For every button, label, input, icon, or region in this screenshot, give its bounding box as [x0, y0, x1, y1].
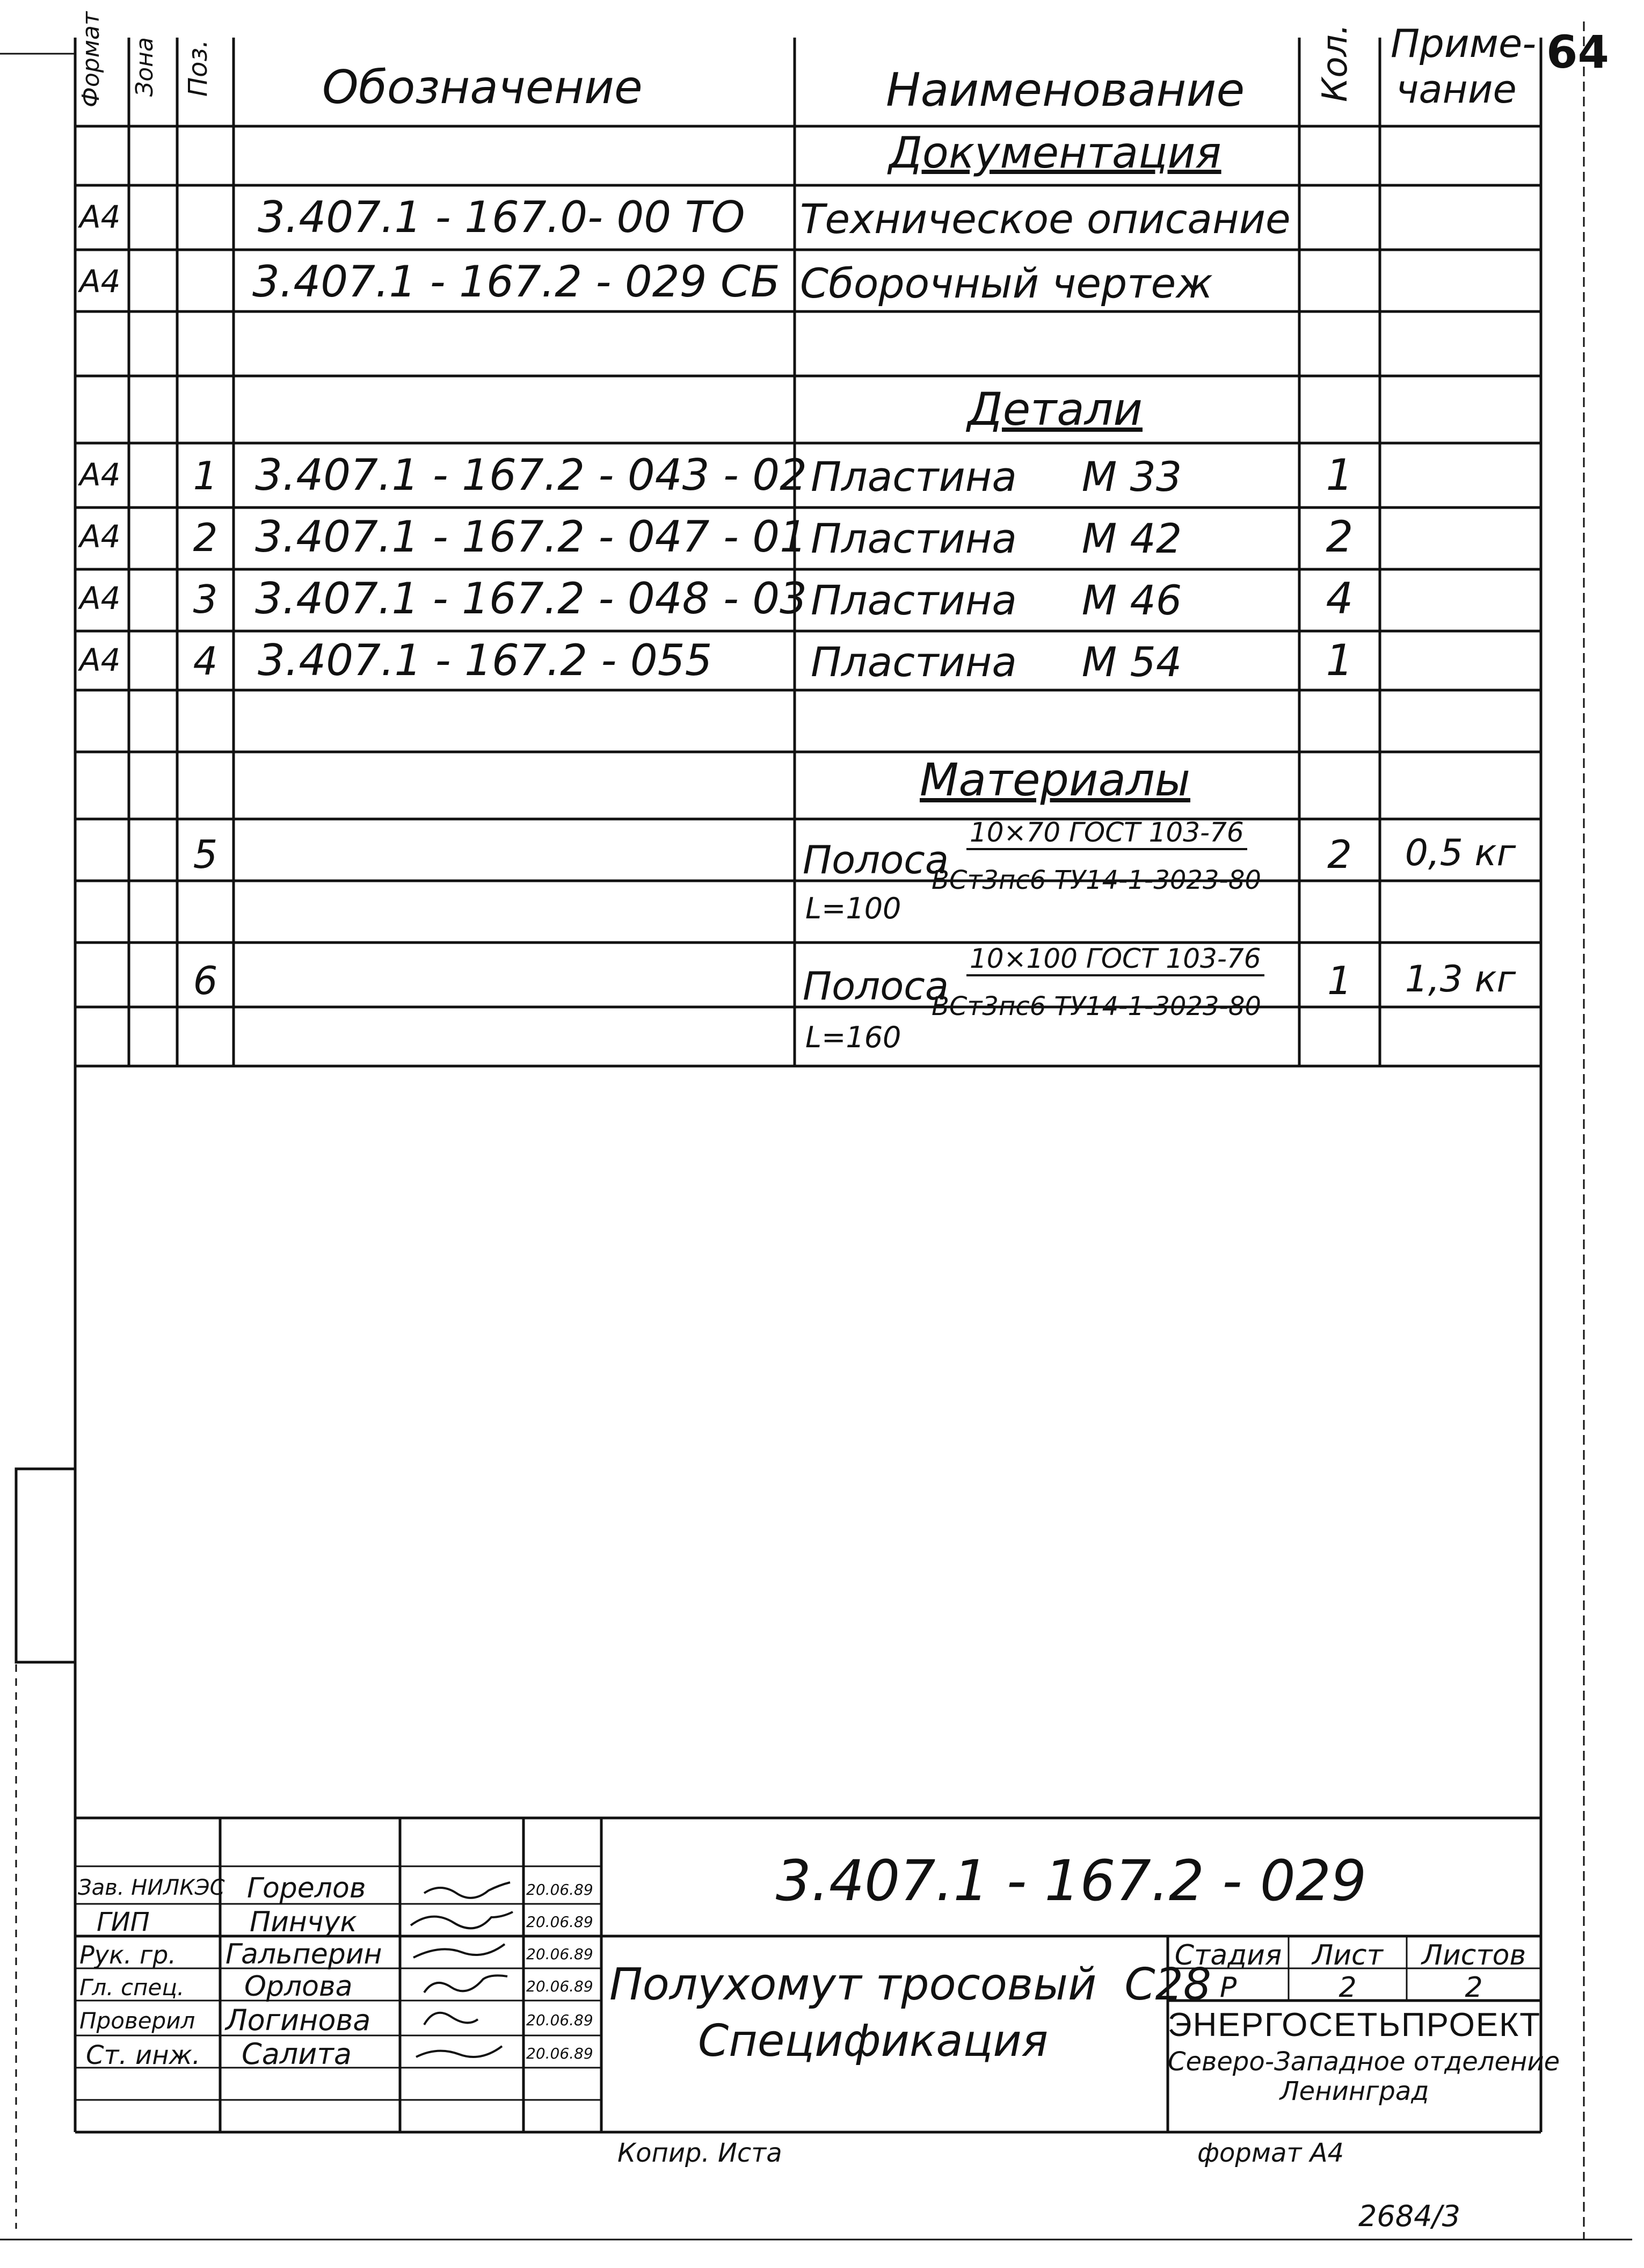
- signer-date: 20.06.89: [526, 2045, 593, 2062]
- signature-4: [424, 1975, 507, 1992]
- part-pos: 3: [193, 577, 218, 622]
- part-format: А4: [79, 457, 121, 493]
- signer-role: Рук. гр.: [79, 1940, 176, 1969]
- material-length: L=100: [805, 892, 901, 925]
- section-documentation: Документация: [889, 128, 1221, 178]
- material-fraction-bottom: ВСт3пс6 ТУ14-1-3023-80: [932, 865, 1261, 895]
- footer-archive-no: 2684/3: [1358, 2199, 1460, 2233]
- signature-3: [413, 1944, 505, 1958]
- signer-role: Зав. НИЛКЭС: [78, 1875, 225, 1900]
- material-length: L=160: [805, 1020, 901, 1054]
- header-pos: Поз.: [183, 39, 213, 97]
- header-qty: Кол.: [1315, 24, 1355, 102]
- signature-1: [424, 1882, 510, 1898]
- part-designation: 3.407.1 - 167.2 - 055: [258, 635, 712, 685]
- part-format: А4: [79, 518, 121, 555]
- doc-number: 3.407.1 - 167.2 - 029: [775, 1848, 1367, 1914]
- org-branch: Северо-Западное отделение: [1168, 2047, 1560, 2077]
- part-designation: 3.407.1 - 167.2 - 048 - 03: [255, 574, 808, 624]
- footer-format: формат А4: [1197, 2138, 1344, 2168]
- sheets-label: Листов: [1421, 1939, 1526, 1972]
- header-note-line2: чание: [1396, 67, 1517, 112]
- doc-designation: 3.407.1 - 167.2 - 029 СБ: [252, 257, 780, 307]
- material-fraction-top: 10×100 ГОСТ 103-76: [966, 945, 1264, 976]
- material-qty: 1: [1327, 958, 1352, 1003]
- stage-label: Стадия: [1174, 1939, 1282, 1972]
- section-parts: Детали: [968, 383, 1143, 436]
- material-name: Полоса: [803, 963, 949, 1009]
- part-format: А4: [79, 642, 121, 678]
- signer-name: Логинова: [225, 2003, 371, 2037]
- signer-date: 20.06.89: [526, 2011, 593, 2029]
- part-qty: 1: [1326, 450, 1354, 500]
- header-note-line1: Приме-: [1391, 21, 1537, 66]
- signature-5: [424, 2013, 478, 2025]
- org-city: Ленинград: [1279, 2076, 1429, 2106]
- signer-role: Ст. инж.: [86, 2040, 201, 2070]
- signatures: [411, 1882, 513, 2057]
- part-designation: 3.407.1 - 167.2 - 043 - 02: [255, 450, 808, 500]
- material-pos: 5: [193, 832, 218, 877]
- signer-name: Пинчук: [250, 1906, 357, 1938]
- signer-name: Салита: [242, 2037, 352, 2071]
- material-name: Полоса: [803, 837, 949, 882]
- sheets-value: 2: [1465, 1972, 1483, 2004]
- signer-role: Проверил: [79, 2008, 195, 2034]
- part-format: А4: [79, 580, 121, 617]
- material-fraction-top: 10×70 ГОСТ 103-76: [966, 819, 1247, 850]
- sheet-value: 2: [1339, 1972, 1357, 2004]
- signer-role: ГИП: [97, 1907, 150, 1937]
- signature-2: [411, 1912, 513, 1928]
- signature-6: [416, 2046, 502, 2057]
- part-qty: 2: [1326, 512, 1354, 562]
- material-note: 0,5 кг: [1405, 832, 1516, 874]
- material-fraction-bottom: ВСт3пс6 ТУ14-1-3023-80: [932, 991, 1261, 1021]
- footer-copied: Копир. Иста: [617, 2138, 782, 2168]
- stage-value: Р: [1219, 1972, 1237, 2004]
- signer-date: 20.06.89: [526, 1881, 593, 1899]
- part-name: Пластина М 42: [811, 515, 1182, 562]
- material-pos: 6: [193, 958, 218, 1003]
- signer-date: 20.06.89: [526, 1977, 593, 1995]
- part-pos: 4: [193, 639, 218, 684]
- signer-name: Орлова: [244, 1970, 353, 2003]
- signer-role: Гл. спец.: [79, 1974, 185, 2001]
- part-pos: 1: [193, 453, 218, 498]
- part-name: Пластина М 33: [811, 453, 1182, 501]
- doc-format: А4: [79, 263, 121, 300]
- title-line1: Полухомут тросовый С28: [609, 1959, 1212, 2010]
- sheet-label: Лист: [1312, 1939, 1383, 1972]
- header-designation: Обозначение: [322, 61, 643, 114]
- signer-name: Горелов: [247, 1872, 366, 1904]
- org-name: ЭНЕРГОСЕТЬПРОЕКТ: [1168, 2006, 1541, 2044]
- doc-name: Техническое описание: [800, 195, 1291, 243]
- part-qty: 4: [1326, 574, 1354, 624]
- doc-designation: 3.407.1 - 167.0- 00 ТО: [258, 192, 745, 242]
- signer-date: 20.06.89: [526, 1913, 593, 1931]
- signer-name: Гальперин: [225, 1938, 382, 1970]
- part-qty: 1: [1326, 635, 1354, 685]
- part-name: Пластина М 54: [811, 638, 1182, 686]
- section-materials: Материалы: [920, 753, 1190, 806]
- part-pos: 2: [193, 515, 218, 560]
- header-zone: Зона: [131, 37, 158, 97]
- doc-name: Сборочный чертеж: [800, 259, 1213, 307]
- signer-date: 20.06.89: [526, 1945, 593, 1963]
- part-name: Пластина М 46: [811, 576, 1182, 624]
- doc-format: А4: [79, 199, 121, 235]
- part-designation: 3.407.1 - 167.2 - 047 - 01: [255, 512, 808, 562]
- material-qty: 2: [1327, 832, 1352, 877]
- corner-sheet-number: 64: [1546, 26, 1609, 78]
- header-name: Наименование: [886, 63, 1245, 117]
- header-format: Формат: [77, 11, 105, 107]
- material-note: 1,3 кг: [1405, 958, 1516, 1001]
- title-line2: Спецификация: [698, 2016, 1049, 2067]
